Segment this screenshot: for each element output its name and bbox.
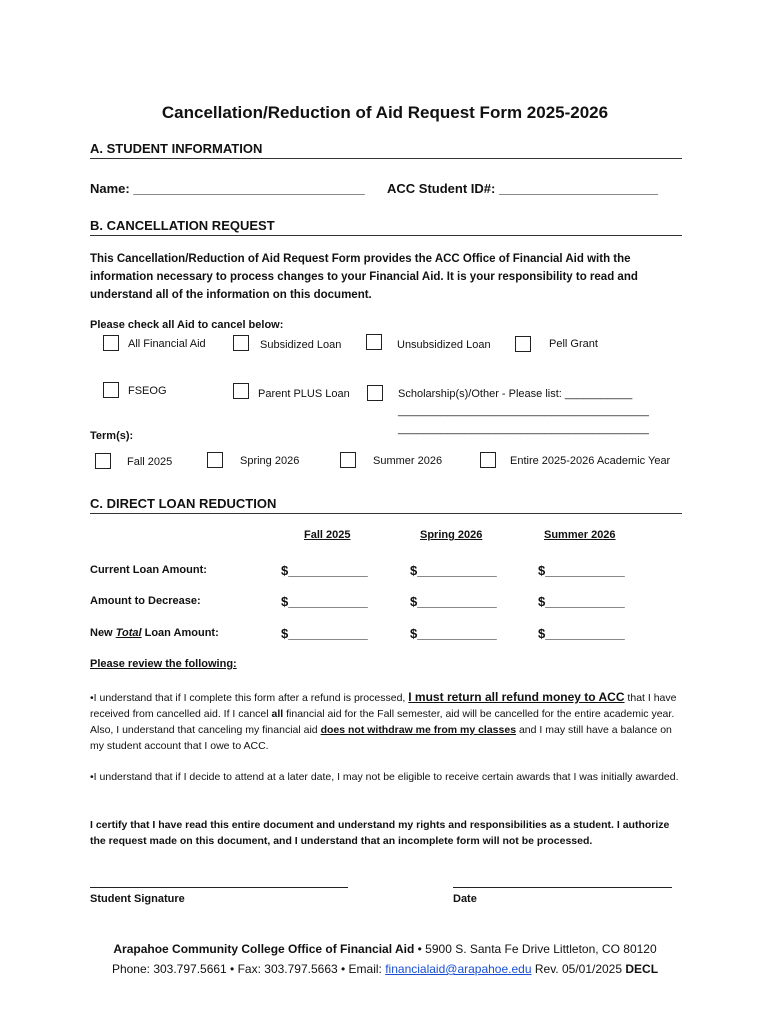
decrease-spring-field[interactable]: $___________	[410, 594, 497, 609]
signature-line[interactable]	[90, 887, 348, 888]
all-financial-aid-checkbox[interactable]	[103, 335, 119, 351]
column-spring-2026: Spring 2026	[420, 529, 483, 541]
unsubsidized-loan-label: Unsubsidized Loan	[397, 339, 491, 351]
current-loan-spring-field[interactable]: $___________	[410, 563, 497, 578]
section-b-rule	[90, 235, 682, 236]
unsubsidized-loan-checkbox[interactable]	[366, 334, 382, 350]
parent-plus-loan-checkbox[interactable]	[233, 383, 249, 399]
fall-2025-checkbox[interactable]	[95, 453, 111, 469]
review-heading: Please review the following:	[90, 658, 237, 670]
column-fall-2025: Fall 2025	[304, 529, 351, 541]
date-line[interactable]	[453, 887, 672, 888]
new-total-spring-field[interactable]: $___________	[410, 626, 497, 641]
current-loan-fall-field[interactable]: $___________	[281, 563, 368, 578]
decrease-fall-field[interactable]: $___________	[281, 594, 368, 609]
date-label: Date	[453, 893, 477, 905]
review-paragraph-2: •I understand that if I decide to attend at a later date, I may not be eligible to receive certain awards that I was initially awarded.	[90, 771, 679, 783]
current-loan-summer-field[interactable]: $___________	[538, 563, 625, 578]
fseog-checkbox[interactable]	[103, 382, 119, 398]
decrease-summer-field[interactable]: $___________	[538, 594, 625, 609]
scholarship-other-label: Scholarship(s)/Other - Please list: ___________	[398, 388, 633, 400]
all-financial-aid-label: All Financial Aid	[128, 338, 206, 350]
summer-2026-checkbox[interactable]	[340, 452, 356, 468]
footer-address-line: Arapahoe Community College Office of Financial Aid • 5900 S. Santa Fe Drive Littleton, CO 80120	[113, 942, 657, 956]
check-prompt: Please check all Aid to cancel below:	[90, 319, 284, 331]
scholarship-list-line-2[interactable]: _________________________________________	[398, 423, 649, 435]
parent-plus-loan-label: Parent PLUS Loan	[258, 388, 350, 400]
name-field[interactable]: Name: ________________________________	[90, 181, 365, 196]
student-signature-label: Student Signature	[90, 893, 185, 905]
column-summer-2026: Summer 2026	[544, 529, 616, 541]
new-total-loan-label: New Total Loan Amount:	[90, 627, 219, 639]
intro-paragraph: This Cancellation/Reduction of Aid Request Form provides the ACC Office of Financial Aid with the information necessary to process changes to your Financial Aid. It is your responsibility to read and understand all of the information on this document.	[90, 253, 638, 301]
footer-contact-line: Phone: 303.797.5661 • Fax: 303.797.5663 • Email: financialaid@arapahoe.edu Rev. 05/01/2025 DECL	[111, 962, 659, 976]
new-total-summer-field[interactable]: $___________	[538, 626, 625, 641]
spring-2026-checkbox[interactable]	[207, 452, 223, 468]
section-b-heading: B. CANCELLATION REQUEST	[90, 218, 275, 233]
subsidized-loan-checkbox[interactable]	[233, 335, 249, 351]
section-c-heading: C. DIRECT LOAN REDUCTION	[90, 496, 277, 511]
current-loan-amount-label: Current Loan Amount:	[90, 564, 207, 576]
pell-grant-checkbox[interactable]	[515, 336, 531, 352]
amount-to-decrease-label: Amount to Decrease:	[90, 595, 201, 607]
scholarship-list-line-1[interactable]: _________________________________________	[398, 405, 649, 417]
pell-grant-label: Pell Grant	[549, 338, 598, 350]
section-c-rule	[90, 513, 682, 514]
terms-label: Term(s):	[90, 430, 134, 442]
subsidized-loan-label: Subsidized Loan	[260, 339, 342, 351]
entire-year-checkbox[interactable]	[480, 452, 496, 468]
entire-year-label: Entire 2025-2026 Academic Year	[510, 455, 671, 467]
certify-paragraph: I certify that I have read this entire document and understand my rights and responsibilities as a student. I authorize the request made on this document, and I understand that an incomplete form will not be processed.	[90, 819, 670, 847]
spring-2026-label: Spring 2026	[240, 455, 300, 467]
scholarship-other-checkbox[interactable]	[367, 385, 383, 401]
fseog-label: FSEOG	[128, 385, 167, 397]
section-a-heading: A. STUDENT INFORMATION	[90, 141, 263, 156]
review-paragraph-1: •I understand that if I complete this form after a refund is processed, I must return all refund money to ACC that I have received from cancelled aid. If I cancel all financial aid for the Fall semester, aid will be cancelled for the entire academic year. Also, I understand that canceling my financial aid does not withdraw me from my classes and I may still have a balance on my student account that I owe to ACC.	[90, 690, 677, 752]
section-a-rule	[90, 158, 682, 159]
summer-2026-label: Summer 2026	[373, 455, 443, 467]
email-link[interactable]: financialaid@arapahoe.edu	[385, 962, 532, 976]
student-id-field[interactable]: ACC Student ID#: ______________________	[387, 181, 659, 196]
fall-2025-label: Fall 2025	[127, 456, 173, 468]
new-total-fall-field[interactable]: $___________	[281, 626, 368, 641]
page-title: Cancellation/Reduction of Aid Request Form 2025-2026	[161, 103, 609, 122]
